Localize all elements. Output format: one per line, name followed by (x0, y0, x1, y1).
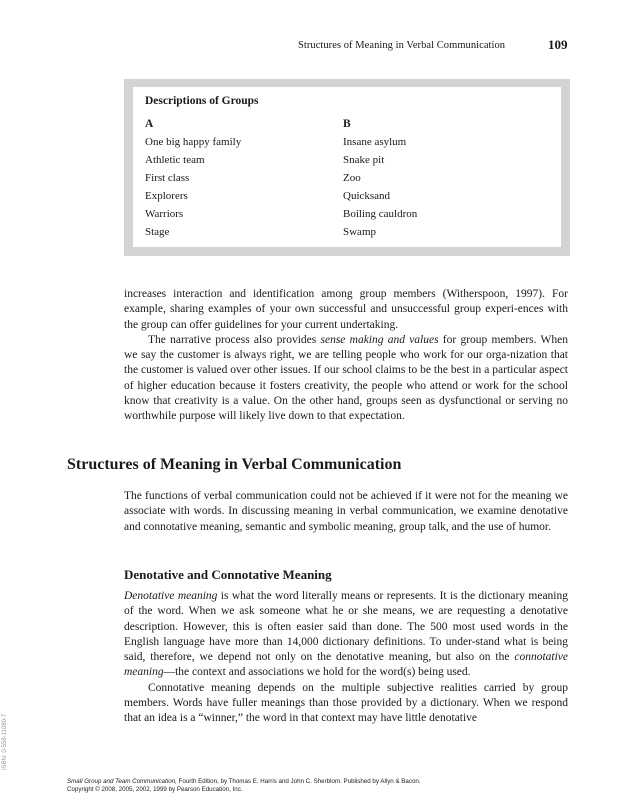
paragraph-denotative-post: —the context and associations we hold for the word(s) being used. (163, 666, 471, 679)
descriptions-box-inner (133, 87, 561, 247)
column-b-item: Quicksand (343, 190, 391, 202)
subsection-body (124, 589, 568, 727)
footer-book-title: Small Group and Team Communication, (67, 778, 177, 785)
column-b-heading: B (343, 118, 351, 130)
column-a-item: One big happy family (145, 136, 242, 148)
column-b-item: Zoo (343, 172, 361, 184)
paragraph-narrative-emphasis: sense making and values (320, 333, 439, 346)
column-b-item: Snake pit (343, 154, 385, 166)
paragraph-connotative: Connotative meaning depends on the multiple subjective realities carried by group members. Words have fuller meanings than those provided by a dictionary. When we respond that an idea is a “winner,” the word in that context may have little denotative (124, 681, 568, 725)
paragraph-narrative-post: for group members. When we say the customer is always right, we are telling people who work for our orga-nization that the customer is valued over other issues. If our school claims to be the best in a particular aspect of higher education because it fosters creativity, the people who attend or work for the school know that creativity is a value. On the other hand, groups seen as dysfunctional or serving no worthwhile purpose will likely live down to that expectation. (124, 333, 568, 423)
section-heading: Structures of Meaning in Verbal Communication (67, 456, 402, 473)
paragraph-interaction: increases interaction and identification among group members (Witherspoon, 1997). For example, sharing examples of your own successful and unsuccessful group experi-ences with the group can offer guidelines for your current undertaking. (124, 288, 568, 331)
paragraph-narrative-pre: The narrative process also provides (148, 333, 321, 346)
column-a-item: Stage (145, 226, 170, 238)
column-b-item: Swamp (343, 226, 376, 238)
column-a-item: First class (145, 172, 190, 184)
column-a-item: Athletic team (145, 154, 205, 166)
column-a-heading: A (145, 118, 154, 130)
subsection-heading: Denotative and Connotative Meaning (124, 567, 332, 582)
page-number: 109 (548, 37, 568, 52)
footer-copyright: Copyright © 2008, 2005, 2002, 1999 by Pearson Education, Inc. (67, 786, 243, 793)
running-head-title: Structures of Meaning in Verbal Communication (298, 40, 506, 51)
column-a-item: Explorers (145, 190, 188, 202)
paragraph-narrative (124, 333, 568, 425)
column-a (145, 115, 241, 241)
page-footer (67, 778, 421, 794)
column-b-item: Boiling cauldron (343, 208, 418, 220)
paragraph-denotative (124, 589, 568, 681)
isbn-side-note: ISBN: 0-558-11080-7 (2, 713, 8, 770)
section-intro-paragraph: The functions of verbal communication could not be achieved if it were not for the meaning we associate with words. In discussing meaning in verbal communication, we examine denotative and connotative meaning, semantic and symbolic meaning, group talk, and the use of humor. (124, 490, 568, 533)
paragraph-denotative-mid: is what the word literally means or represents. It is the dictionary meaning of the word. When we ask someone what he or she means, we are requesting a denotative description. However, this is often easier said than done. The 500 most used words in the English language have more than 14,000 dictionary definitions. To under-stand what is being said, therefore, we depend not only on the denotative meaning, but also on the (124, 590, 568, 664)
column-a-item: Warriors (145, 208, 184, 220)
footer-line-1 (67, 778, 421, 786)
box-title: Descriptions of Groups (145, 95, 259, 107)
column-b-item: Insane asylum (343, 136, 407, 148)
column-b (343, 115, 417, 241)
section-intro (124, 489, 568, 535)
descriptions-box (124, 79, 570, 256)
body-top (124, 287, 568, 425)
footer-edition-info: Fourth Edition, by Thomas E. Harris and John C. Sherblom. Published by Allyn & Bacon. (176, 778, 421, 785)
term-connotative: connotative meaning (124, 651, 568, 679)
term-denotative: Denotative meaning (124, 590, 218, 602)
